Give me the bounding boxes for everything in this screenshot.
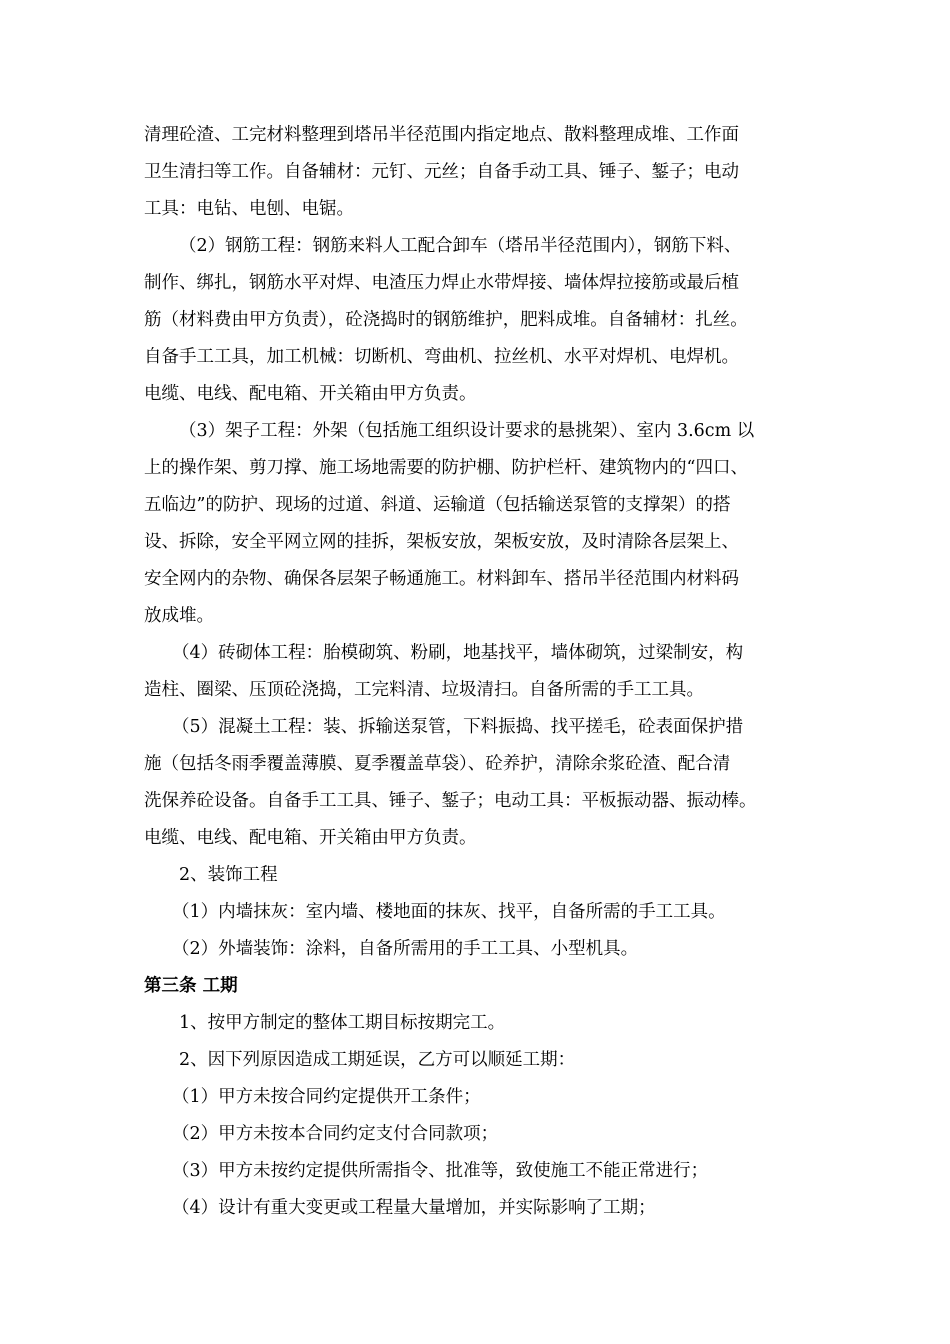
paragraph-line: 电缆、电线、配电箱、开关箱由甲方负责。 <box>144 828 477 848</box>
paragraph-line: （4）设计有重大变更或工程量大量增加，并实际影响了工期； <box>172 1198 656 1218</box>
paragraph-line: （1）甲方未按合同约定提供开工条件； <box>172 1087 481 1107</box>
paragraph-line: 安全网内的杂物、确保各层架子畅通施工。材料卸车、搭吊半径范围内材料码 <box>144 569 739 589</box>
document-body <box>144 117 824 1227</box>
paragraph-line: 制作、绑扎，钢筋水平对焊、电渣压力焊止水带焊接、墙体焊拉接筋或最后植 <box>144 273 739 293</box>
paragraph-line: 设、拆除，安全平网立网的挂拆，架板安放，架板安放，及时清除各层架上、 <box>144 532 739 552</box>
paragraph-line: （3）甲方未按约定提供所需指令、批准等，致使施工不能正常进行； <box>172 1161 709 1181</box>
paragraph-line: 清理砼渣、工完材料整理到塔吊半径范围内指定地点、散料整理成堆、工作面 <box>144 125 739 145</box>
paragraph-line: 卫生清扫等工作。自备辅材：元钉、元丝；自备手动工具、锤子、錾子；电动 <box>144 162 739 182</box>
paragraph-line: （1）内墙抹灰：室内墙、楼地面的抹灰、找平，自备所需的手工工具。 <box>172 902 726 922</box>
paragraph-line: （3）架子工程：外架（包括施工组织设计要求的悬挑架）、室内 3.6cm 以 <box>179 421 755 441</box>
paragraph-line: （2）外墙装饰：涂料，自备所需用的手工工具、小型机具。 <box>172 939 639 959</box>
paragraph-line: 2、因下列原因造成工期延误，乙方可以顺延工期： <box>179 1050 576 1070</box>
paragraph-line: 洗保养砼设备。自备手工工具、锤子、錾子；电动工具：平板振动器、振动棒。 <box>144 791 757 811</box>
paragraph-line: 电缆、电线、配电箱、开关箱由甲方负责。 <box>144 384 477 404</box>
paragraph-line: 施（包括冬雨季覆盖薄膜、夏季覆盖草袋）、砼养护，清除余浆砼渣、配合清 <box>144 754 731 774</box>
paragraph-line: 自备手工工具，加工机械：切断机、弯曲机、拉丝机、水平对焊机、电焊机。 <box>144 347 739 367</box>
paragraph-line: 筋（材料费由甲方负责），砼浇捣时的钢筋维护，肥料成堆。自备辅材：扎丝。 <box>144 310 748 330</box>
paragraph-line: 放成堆。 <box>144 606 214 626</box>
paragraph-line: （4）砖砌体工程：胎模砌筑、粉刷，地基找平，墙体砌筑，过梁制安，构 <box>172 643 744 663</box>
paragraph-line: 五临边”的防护、现场的过道、斜道、运输道（包括输送泵管的支撑架）的搭 <box>144 495 731 515</box>
paragraph-line: 造柱、圈梁、压顶砼浇捣，工完料清、垃圾清扫。自备所需的手工工具。 <box>144 680 704 700</box>
paragraph-line: 上的操作架、剪刀撑、施工场地需要的防护棚、防护栏杆、建筑物内的“四口、 <box>144 458 748 478</box>
paragraph-line: （2）钢筋工程：钢筋来料人工配合卸车（塔吊半径范围内），钢筋下料、 <box>179 236 742 256</box>
paragraph-line: 2、装饰工程 <box>179 865 278 885</box>
paragraph-line: 1、按甲方制定的整体工期目标按期完工。 <box>179 1013 506 1033</box>
paragraph-line: （2）甲方未按本合同约定支付合同款项； <box>172 1124 499 1144</box>
section-heading: 第三条 工期 <box>144 976 238 996</box>
paragraph-line: 工具：电钻、电刨、电锯。 <box>144 199 354 219</box>
paragraph-line: （5）混凝土工程：装、拆输送泵管，下料振捣、找平搓毛，砼表面保护措 <box>172 717 744 737</box>
